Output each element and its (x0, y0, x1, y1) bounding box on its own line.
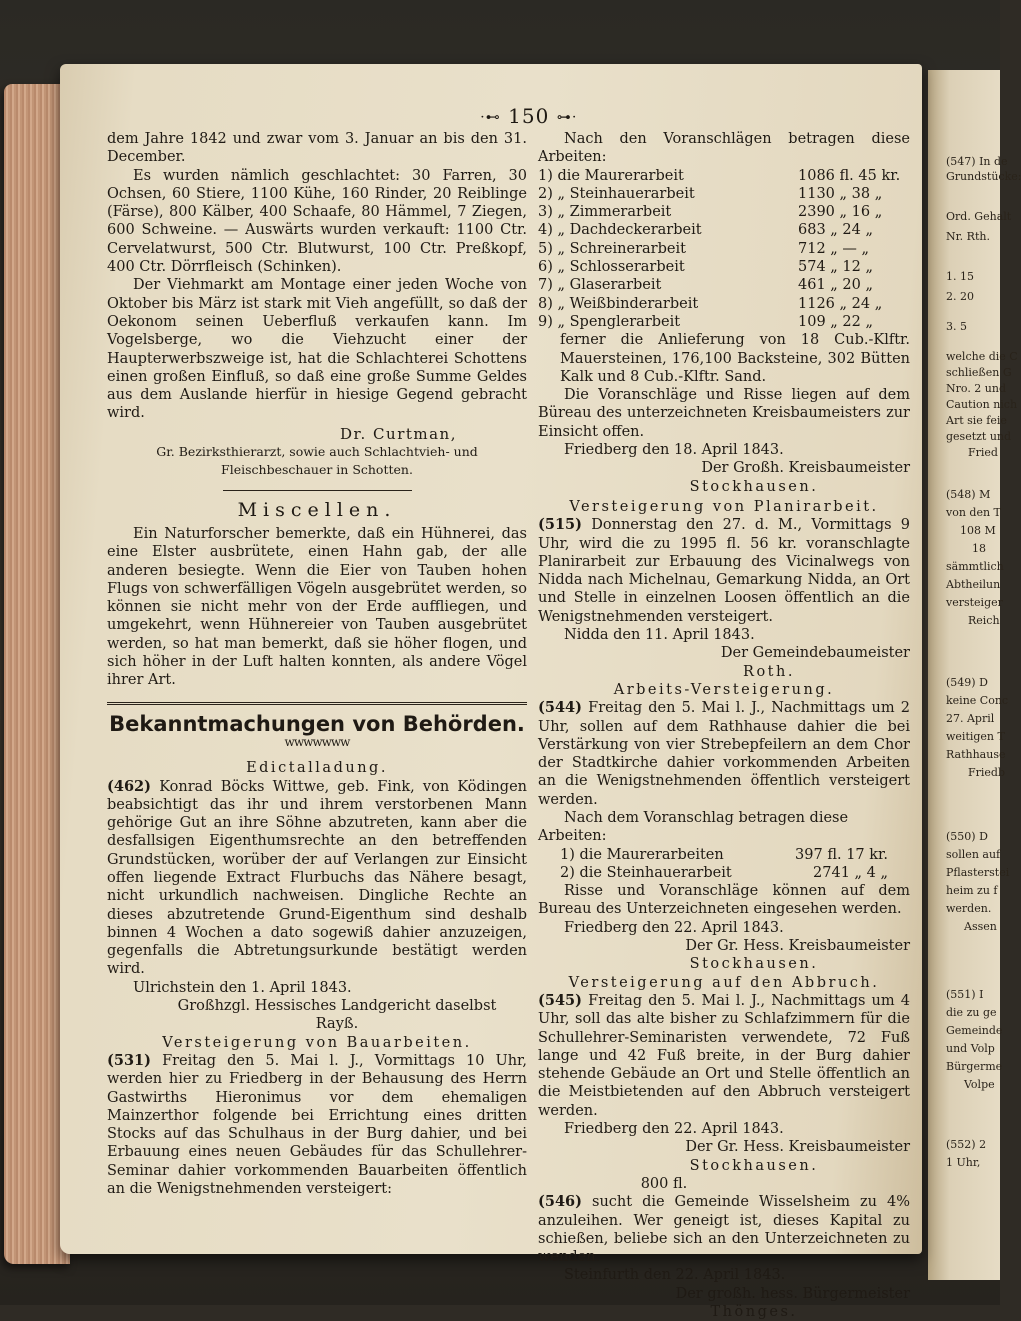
item-value: 1130 „ 38 „ (798, 185, 883, 202)
fragment-line: Fried (968, 446, 998, 459)
item-value: 2390 „ 16 „ (798, 204, 883, 221)
item-label: 8) „ Weißbinderarbeit (538, 295, 699, 312)
signature-name: Thönges. (710, 1304, 798, 1320)
notice-number: (462) (107, 777, 151, 795)
notice-number: (531) (107, 1051, 151, 1069)
signature-name: Stockhausen. (689, 956, 819, 973)
paragraph: Nach dem Voranschlag betragen diese Arbeiten: (538, 809, 849, 845)
fragment-line: Gemeinde (946, 1024, 1003, 1037)
fragment-line: Pflasterstei (946, 866, 1010, 879)
signature: Der Gr. Hess. Kreisbaumeister (685, 938, 910, 955)
item-value: 397 fl. 17 kr. (795, 846, 888, 863)
notice-title: Versteigerung von Planirarbeit. (569, 498, 879, 515)
paragraph: Nach den Voranschlägen betragen diese Arbeiten: (538, 131, 910, 166)
fragment-line: heim zu f (946, 884, 998, 897)
fragment-line: (549) D (946, 676, 988, 689)
item-label: 3) „ Zimmerarbeit (538, 204, 672, 221)
signature: Großhzgl. Hessisches Landgericht daselbst (177, 998, 497, 1015)
fragment-line: 3. 5 (946, 320, 967, 333)
item-value: 1086 fl. 45 kr. (798, 167, 901, 184)
notice-text: Freitag den 5. Mai l. J., Vormittags 10 Uhr, werden hier zu Friedberg in der Behausung des Herrn Gastwirths Hieronimus vor dem ehemaligen Mainzerthor folgende bei Errichtung eines dritten Stocks auf das Schulhaus in der Burg dahier, und bei Erbauung eines neuen Gebäudes für das Schullehrer-Seminar dahier vorkommenden Bauarbeiten öffentlich an die Wenigstnehmenden versteigert: (107, 1052, 527, 1198)
signature-name: Stockhausen. (689, 1157, 819, 1174)
fragment-line: 18 (972, 542, 986, 555)
list-item (538, 864, 910, 882)
paragraph: Ein Naturforscher bemerkte, daß ein Hühnerei, das eine Elster ausbrütete, einen Hahn gab, der alle anderen besiegte. Wenn die Eier von Tauben hohen Flugs von schwerfälligen Vögeln ausgebrütet werden, so können sie nicht mehr von der Erde auffliegen, und umgekehrt, wenn Hühnereier von Tauben ausgebrütet werden, so hat man bemerkt, daß sie höher flogen, und sich höher in der Luft halten konnten, als andere Vögel ihrer Art. (107, 525, 527, 689)
fragment-line: Rathhause (946, 748, 1006, 761)
section-title: Bekanntmachungen von Behörden. (109, 711, 525, 736)
next-page-fragment (928, 70, 1021, 1280)
item-label: 2) die Steinhauerarbeit (560, 864, 732, 881)
signature: Der großh. hess. Bürgermeister (675, 1285, 910, 1302)
notice-title: Arbeits-Versteigerung. (613, 681, 835, 698)
notice-number: (546) (538, 1193, 582, 1211)
fragment-line: Volpe (964, 1078, 995, 1091)
fragment-line: keine Conc (946, 694, 1009, 707)
notice-number: (515) (538, 516, 582, 534)
fragment-line: (548) M (946, 488, 991, 501)
fragment-line: 2. 20 (946, 290, 974, 303)
item-label: 7) „ Glaserarbeit (538, 277, 662, 294)
fragment-line: (550) D (946, 830, 988, 843)
fragment-line: Nro. 2 und (946, 382, 1007, 395)
fragment-line: Reich (968, 614, 1000, 627)
paragraph: Der Viehmarkt am Montage einer jeden Woche von Oktober bis März ist stark mit Vieh angefüllt, so daß der Oekonom seinen Ueberfluß verkaufen kann. Im Vogelsberge, wo die Viehzucht einer der Haupterwerbszweige ist, hat die Schlachterei Schottens einen großen Einfluß, so daß eine große Summe Geldes aus dem Auslande hierfür in hiesige Gegend gebracht wird. (107, 277, 527, 422)
section-heading: Miscellen. (237, 498, 397, 521)
signature-name: Stockhausen. (689, 478, 819, 495)
list-item (538, 295, 910, 313)
notice-text: Freitag den 5. Mai l. J., Nachmittags um 4 Uhr, soll das alte bisher zu Schlafzimmern für die Schullehrer-Seminaristen verwendete, 72 Fuß lange und 42 Fuß breite, in der Burg dahier stehende Gebäude an Ort und Stelle öffentlich an die Meistbietenden auf den Abbruch versteigert werden. (538, 992, 911, 1119)
fragment-line: Assen (964, 920, 997, 933)
fragment-line: schließen G (946, 366, 1012, 379)
fragment-line: 1 Uhr, (946, 1156, 981, 1169)
signature: Der Großh. Kreisbaumeister (701, 460, 910, 477)
fragment-line: gesetzt und (946, 430, 1012, 443)
item-label: 6) „ Schlosserarbeit (538, 259, 685, 276)
fragment-line: (552) 2 (946, 1138, 987, 1151)
item-value: 2741 „ 4 „ (813, 864, 888, 881)
item-label: 9) „ Spenglerarbeit (538, 313, 681, 330)
signature-name: Dr. Curtman, (339, 424, 457, 443)
notice-number: (544) (538, 699, 582, 717)
item-label: 1) die Maurerarbeiten (560, 846, 724, 863)
list-item (538, 240, 910, 258)
list-item (538, 221, 910, 239)
fragment-line: die zu ge (946, 1006, 997, 1019)
notice-title: Versteigerung von Bauarbeiten. (162, 1034, 472, 1051)
notice-title: Edictalladung. (246, 760, 388, 777)
loan-amount: 800 fl. (640, 1175, 688, 1192)
place-date: Friedberg den 18. April 1843. (564, 442, 784, 459)
fragment-line: weitigen T (946, 730, 1005, 743)
place-date: Friedberg den 22. April 1843. (564, 919, 784, 936)
list-item (538, 276, 910, 294)
fragment-line: Grundstücke: (946, 170, 1021, 183)
fragment-line: Nr. Rth. (946, 230, 990, 243)
paragraph: dem Jahre 1842 und zwar vom 3. Januar an bis den 31. December. (107, 131, 527, 166)
divider (223, 490, 412, 491)
cost-list (538, 167, 910, 332)
item-label: 2) „ Steinhauerarbeit (538, 185, 695, 202)
fragment-line: versteiger (946, 596, 1003, 609)
item-value: 109 „ 22 „ (798, 313, 873, 330)
paragraph: Es wurden nämlich geschlachtet: 30 Farren, 30 Ochsen, 60 Stiere, 1100 Kühe, 160 Rinder, 20 Reiblinge (Färse), 800 Kälber, 400 Schaafe, 80 Hämmel, 7 Ziegen, 600 Schweine. — Auswärts wurden verkauft: 1100 Ctr. Cervelatwurst, 500 Ctr. Blutwurst, 100 Ctr. Preßkopf, 400 Ctr. Dörrfleisch (Schinken). (107, 167, 527, 276)
place-date: Friedberg den 22. April 1843. (564, 1121, 784, 1138)
fragment-line: Friedb (968, 766, 1006, 779)
list-item (538, 846, 910, 864)
list-item (538, 258, 910, 276)
fragment-line: Abtheilun (946, 578, 1001, 591)
notice-text: Konrad Böcks Wittwe, geb. Fink, von Ködingen beabsichtigt das ihr und ihrem verstorbenen Mann gehörige Gut an ihre Söhne abzutreten, kann aber die desfallsigen Eigenthumsrechte an den betreffenden Grundstücken, worüber der auf Verlangen zur Einsicht offen liegende Extract Flurbuchs das Nähere besagt, nicht urkundlich nachweisen. Dingliche Rechte an dieses abzutretende Grund-Eigenthum sind deshalb binnen 4 Wochen a dato sogewiß dahier anzuzeigen, gegenfalls die Abtretungsurkunde bestätigt werden wird. (107, 778, 527, 978)
paragraph: ferner die Anlieferung von 18 Cub.-Klftr. Mauersteinen, 176,100 Backsteine, 302 Bütten Kalk und 8 Cub.-Klftr. Sand. (560, 332, 910, 385)
fragment-line: 1. 15 (946, 270, 974, 283)
double-divider (107, 702, 527, 705)
right-column (538, 130, 910, 1321)
left-column (107, 130, 527, 1198)
fragment-line: sämmtlich (946, 560, 1004, 573)
place-date: Nidda den 11. April 1843. (564, 627, 755, 644)
fragment-line: Art sie feie (946, 414, 1007, 427)
place-date: Ulrichstein den 1. April 1843. (133, 979, 352, 996)
item-label: 5) „ Schreinerarbeit (538, 240, 686, 257)
item-value: 574 „ 12 „ (798, 259, 873, 276)
page-header (480, 104, 578, 128)
fragment-line: 27. April (946, 712, 995, 725)
item-value: 1126 „ 24 „ (798, 295, 883, 312)
paragraph: Die Voranschläge und Risse liegen auf dem Büreau des unterzeichneten Kreisbaumeisters zur Einsicht offen. (538, 387, 910, 440)
fragment-line: (551) I (946, 988, 984, 1001)
fragment-line: Caution nich (946, 398, 1018, 411)
fragment-line: sollen auf (946, 848, 1001, 861)
fragment-line: werden. (946, 902, 992, 915)
notice-text: sucht die Gemeinde Wisselsheim zu 4% anzuleihen. Wer geneigt ist, dieses Kapital zu schießen, beliebe sich an den Unterzeichneten zu wenden. (538, 1194, 911, 1266)
page-number: 150 (508, 104, 550, 128)
signature-title: Gr. Bezirksthierarzt, sowie auch Schlachtvieh- und Fleischbeschauer in Schotten. (156, 444, 478, 478)
fragment-line: welche die C (946, 350, 1018, 363)
signature: Der Gemeindebaumeister (720, 645, 910, 662)
fragment-line: Bürgerme (946, 1060, 1003, 1073)
place-date: Steinfurth den 22. April 1843. (564, 1267, 786, 1284)
list-item (538, 313, 910, 331)
item-label: 1) die Maurerarbeit (538, 167, 684, 184)
item-value: 461 „ 20 „ (798, 277, 873, 294)
list-item (538, 185, 910, 203)
item-label: 4) „ Dachdeckerarbeit (538, 222, 702, 239)
fragment-line: und Volp (946, 1042, 995, 1055)
notice-text: Donnerstag den 27. d. M., Vormittags 9 Uhr, wird die zu 1995 fl. 56 kr. voranschlagte Planirarbeit zur Erbauung des Vicinalwegs von Nidda nach Michelnau, Gemarkung Nidda, an Ort und Stelle in einzelnen Loosen öffentlich an die Wenigstnehmenden versteigert. (538, 517, 910, 625)
fragment-line: Ord. Gehalt (946, 210, 1012, 223)
fragment-line: von den T (946, 506, 1001, 519)
list-item (538, 167, 910, 185)
ornament-left: ⋅⊷ (480, 109, 501, 126)
ornamental-rule: wwwwwww (284, 734, 350, 749)
ornament-right: ⊶⋅ (556, 109, 578, 126)
signature-name: Roth. (743, 663, 795, 680)
notice-title: Versteigerung auf den Abbruch. (568, 974, 880, 991)
notice-text: Freitag den 5. Mai l. J., Nachmittags um 2 Uhr, sollen auf dem Rathhause dahier die bei Verstärkung von vier Strebepfeilern an dem Chor der Stadtkirche dahier vorkommenden Arbeiten an die Wenigstnehmenden öffentlich versteigert werden. (538, 700, 911, 808)
paragraph: Risse und Voranschläge können auf dem Bureau des Unterzeichneten eingesehen werden. (538, 883, 910, 918)
notice-number: (545) (538, 991, 582, 1009)
list-item (538, 203, 910, 221)
item-value: 683 „ 24 „ (798, 222, 873, 239)
item-value: 712 „ — „ (798, 240, 870, 257)
signature: Der Gr. Hess. Kreisbaumeister (685, 1139, 910, 1156)
fragment-line: 108 M (960, 524, 996, 537)
signature-name: Rayß. (315, 1016, 359, 1033)
fragment-line: (547) In de (946, 155, 1008, 168)
